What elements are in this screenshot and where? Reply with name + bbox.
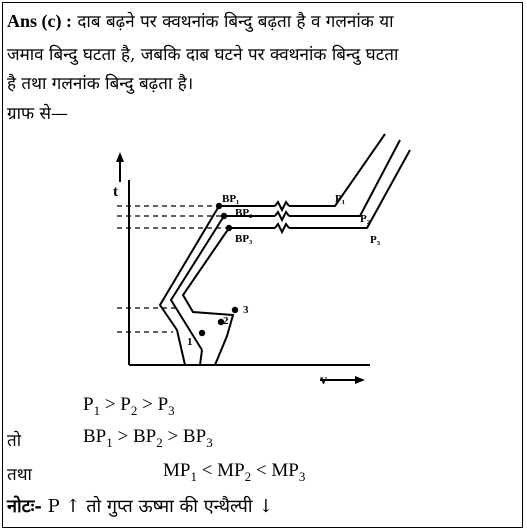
solid-line-2: [200, 350, 202, 365]
x-arrow-head: [355, 376, 365, 384]
note-line: [7, 494, 273, 518]
break-p3: [275, 224, 289, 232]
label-p1: P₁: [335, 193, 346, 205]
phase-diagram: [105, 130, 425, 390]
rel-term: < MP: [196, 460, 245, 481]
label-mp1: 1: [187, 336, 193, 348]
rel-term: MP: [163, 460, 191, 481]
curve-p1: [160, 134, 385, 330]
rel-term: P: [83, 394, 94, 415]
boiling-prefix: तो: [7, 431, 22, 451]
answer-prefix: Ans (c) :: [7, 11, 72, 31]
x-axis-label: v: [320, 373, 327, 388]
answer-line-2: जमाव बिन्दु घटता है, जबकि दाब घटने पर क्वथनांक बिन्दु घटता: [7, 45, 399, 65]
label-p3: P₃: [370, 234, 381, 246]
rel-term: < MP: [251, 460, 299, 481]
curve-p3: [183, 150, 410, 365]
rel-sub: 1: [190, 468, 197, 484]
label-p2: P₂: [360, 213, 371, 225]
rel-sub: 3: [298, 468, 306, 484]
note-label: नोटः-: [7, 496, 42, 517]
relation-boiling: [83, 426, 213, 451]
label-bp2: BP₂: [235, 207, 253, 219]
melting-prefix: तथा: [7, 465, 32, 485]
label-bp1: BP₁: [222, 193, 240, 205]
curve-p2: [171, 140, 400, 350]
relation-melting: [163, 460, 305, 485]
rel-sub: 2: [156, 434, 163, 450]
point-bp3: [226, 225, 232, 231]
answer-line-1: [7, 10, 393, 33]
label-mp3: 3: [243, 304, 249, 316]
relation-pressure: [83, 394, 175, 419]
solid-line-1: [177, 330, 185, 365]
point-mp1: [199, 330, 205, 336]
note-text: P ↑ तो गुप्त ऊष्मा की एन्थैल्पी ↓: [47, 496, 274, 517]
point-bp2: [221, 213, 227, 219]
y-arrow-head: [116, 152, 124, 162]
answer-text-1: दाब बढ़ने पर क्वथनांक बिन्दु बढ़ता है व गलनांक या: [77, 12, 394, 32]
break-p2: [275, 212, 289, 220]
rel-sub: 1: [93, 402, 101, 418]
rel-sub: 2: [244, 468, 252, 484]
point-mp3: [232, 307, 238, 313]
rel-term: > P: [100, 394, 131, 415]
label-mp2: 2: [223, 315, 229, 327]
y-axis-label: t: [113, 184, 118, 200]
answer-line-3: है तथा गलनांक बिन्दु बढ़ता है।: [7, 74, 194, 94]
rel-term: > BP: [112, 426, 157, 447]
rel-term: BP: [83, 426, 107, 447]
rel-term: > P: [137, 394, 169, 415]
rel-sub: 2: [130, 402, 138, 418]
rel-term: > BP: [162, 426, 207, 447]
break-p1: [275, 202, 289, 210]
rel-sub: 1: [106, 434, 113, 450]
rel-sub: 3: [206, 434, 213, 450]
label-bp3: BP₃: [235, 233, 253, 245]
rel-sub: 3: [168, 402, 175, 418]
graph-intro: ग्राफ से—: [7, 104, 68, 124]
